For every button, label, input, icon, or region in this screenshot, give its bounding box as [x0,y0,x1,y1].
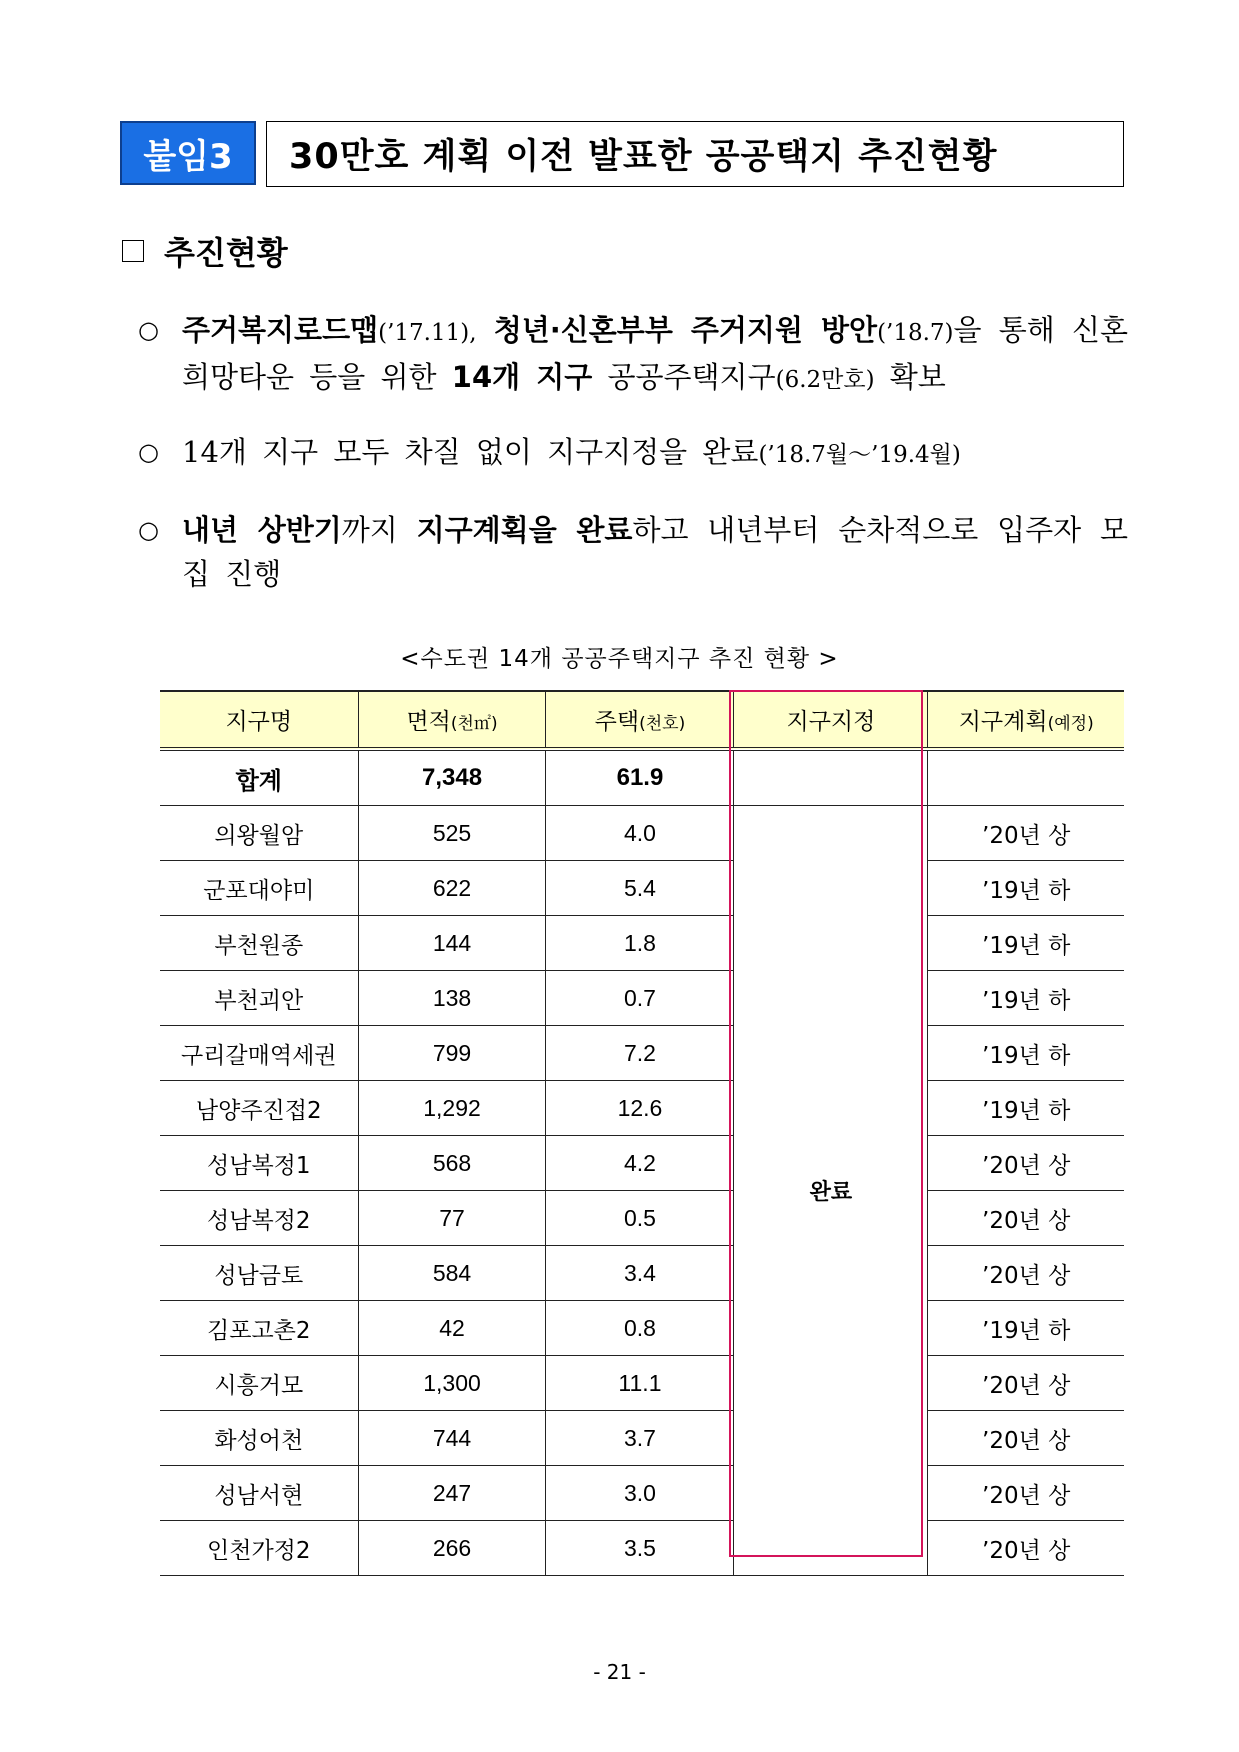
area-cell: 622 [358,861,546,916]
table-row [160,1466,1124,1521]
circle-bullet-icon: ○ [138,516,159,544]
bullet-1-date-1: (’17.11), [378,320,477,346]
table-row [160,1411,1124,1466]
district-name-cell: 부천원종 [160,916,358,971]
district-name-cell: 군포대야미 [160,861,358,916]
total-designation [734,749,928,806]
district-name-cell: 인천가정2 [160,1521,358,1576]
housing-cell: 3.5 [546,1521,734,1576]
bullet-1-text-3: 확보 [874,360,946,394]
total-label: 합계 [160,749,358,806]
table-total-row [160,749,1124,806]
housing-cell: 3.4 [546,1246,734,1301]
bullet-1-text-1: 을 통해 신혼희망타운 등을 위한 [182,313,1128,394]
bullet-2-date: (’18.7월～’19.4월) [758,442,961,468]
bullet-1-count: (6.2만호) [775,367,875,393]
table-row [160,1356,1124,1411]
district-name-cell: 성남금토 [160,1246,358,1301]
housing-cell: 7.2 [546,1026,734,1081]
plan-schedule-cell: ’19년 하 [928,1026,1124,1081]
table-row [160,1191,1124,1246]
header-area: 면적(천㎡) [358,691,546,749]
housing-cell: 4.0 [546,806,734,861]
area-cell: 568 [358,1136,546,1191]
table-row [160,806,1124,861]
table-caption: <수도권 14개 공공주택지구 추진 현황 > [400,646,839,672]
area-cell: 42 [358,1301,546,1356]
section-title: 추진현황 [164,234,288,272]
table-row [160,1081,1124,1136]
area-cell: 1,300 [358,1356,546,1411]
housing-cell: 0.5 [546,1191,734,1246]
district-name-cell: 의왕월암 [160,806,358,861]
plan-schedule-cell: ’20년 상 [928,1356,1124,1411]
housing-cell: 3.0 [546,1466,734,1521]
header-district-name: 지구명 [160,691,358,749]
plan-schedule-cell: ’19년 하 [928,971,1124,1026]
bullet-2-text: 14개 지구 모두 차질 없이 지구지정을 완료 [182,435,759,469]
district-name-cell: 김포고촌2 [160,1301,358,1356]
housing-cell: 11.1 [546,1356,734,1411]
total-plan [928,749,1124,806]
bullet-3-text-1: 까지 [341,513,417,547]
area-cell: 77 [358,1191,546,1246]
table-row [160,1246,1124,1301]
plan-schedule-cell: ’20년 상 [928,1136,1124,1191]
district-name-cell: 성남복정2 [160,1191,358,1246]
designation-status-cell: 완료 [734,806,928,1576]
plan-schedule-cell: ’19년 하 [928,1081,1124,1136]
section-heading [122,228,288,274]
plan-schedule-cell: ’20년 상 [928,1411,1124,1466]
total-housing: 61.9 [546,749,734,806]
housing-cell: 5.4 [546,861,734,916]
housing-cell: 1.8 [546,916,734,971]
plan-schedule-cell: ’19년 하 [928,1301,1124,1356]
area-cell: 247 [358,1466,546,1521]
plan-schedule-cell: ’20년 상 [928,806,1124,861]
table-row [160,1521,1124,1576]
district-name-cell: 부천괴안 [160,971,358,1026]
document-title: 30만호 계획 이전 발표한 공공택지 추진현황 [266,121,1124,187]
area-cell: 525 [358,806,546,861]
bullet-roadmap [138,308,1128,402]
district-name-cell: 성남서현 [160,1466,358,1521]
area-cell: 266 [358,1521,546,1576]
district-name-cell: 구리갈매역세권 [160,1026,358,1081]
bullet-3-bold-1: 내년 상반기 [182,513,342,547]
table-row [160,1301,1124,1356]
header-housing: 주택(천호) [546,691,734,749]
table-row [160,916,1124,971]
area-cell: 138 [358,971,546,1026]
district-name-cell: 성남복정1 [160,1136,358,1191]
district-name-cell: 남양주진접2 [160,1081,358,1136]
plan-schedule-cell: ’20년 상 [928,1466,1124,1521]
plan-schedule-cell: ’19년 하 [928,861,1124,916]
bullet-1-bold-1: 주거복지로드맵 [182,313,379,347]
bullet-plan [138,508,1128,596]
bullet-1-bold-3: 14개 지구 [451,360,593,394]
area-cell: 584 [358,1246,546,1301]
attachment-tag: 붙임3 [120,121,256,185]
plan-schedule-cell: ’20년 상 [928,1191,1124,1246]
square-bullet-icon [122,240,144,262]
plan-schedule-cell: ’19년 하 [928,916,1124,971]
district-name-cell: 화성어천 [160,1411,358,1466]
area-cell: 744 [358,1411,546,1466]
table-row [160,1026,1124,1081]
bullet-3-bold-2: 지구계획을 완료 [416,513,633,547]
area-cell: 799 [358,1026,546,1081]
bullet-1-bold-2: 청년·신혼부부 주거지원 방안 [493,313,878,347]
housing-cell: 12.6 [546,1081,734,1136]
circle-bullet-icon: ○ [138,316,159,344]
total-area: 7,348 [358,749,546,806]
housing-cell: 3.7 [546,1411,734,1466]
district-status-table [160,690,1124,1576]
plan-schedule-cell: ’20년 상 [928,1246,1124,1301]
bullet-1-text-2: 공공주택지구 [592,360,776,394]
housing-cell: 0.8 [546,1301,734,1356]
header-designation: 지구지정 [734,691,928,749]
housing-cell: 4.2 [546,1136,734,1191]
bullet-1-date-2: (’18.7) [877,320,954,346]
table-header-row [160,691,1124,749]
district-name-cell: 시흥거모 [160,1356,358,1411]
page-number: - 21 - [593,1660,646,1684]
header-plan: 지구계획(예정) [928,691,1124,749]
table-row [160,861,1124,916]
table-row [160,971,1124,1026]
area-cell: 1,292 [358,1081,546,1136]
table-row [160,1136,1124,1191]
bullet-designation [138,430,1128,477]
housing-cell: 0.7 [546,971,734,1026]
area-cell: 144 [358,916,546,971]
bullet-3-text-2: 하고 내년부터 순차적으로 입주자 모집 진행 [182,513,1128,591]
circle-bullet-icon: ○ [138,438,159,466]
plan-schedule-cell: ’20년 상 [928,1521,1124,1576]
